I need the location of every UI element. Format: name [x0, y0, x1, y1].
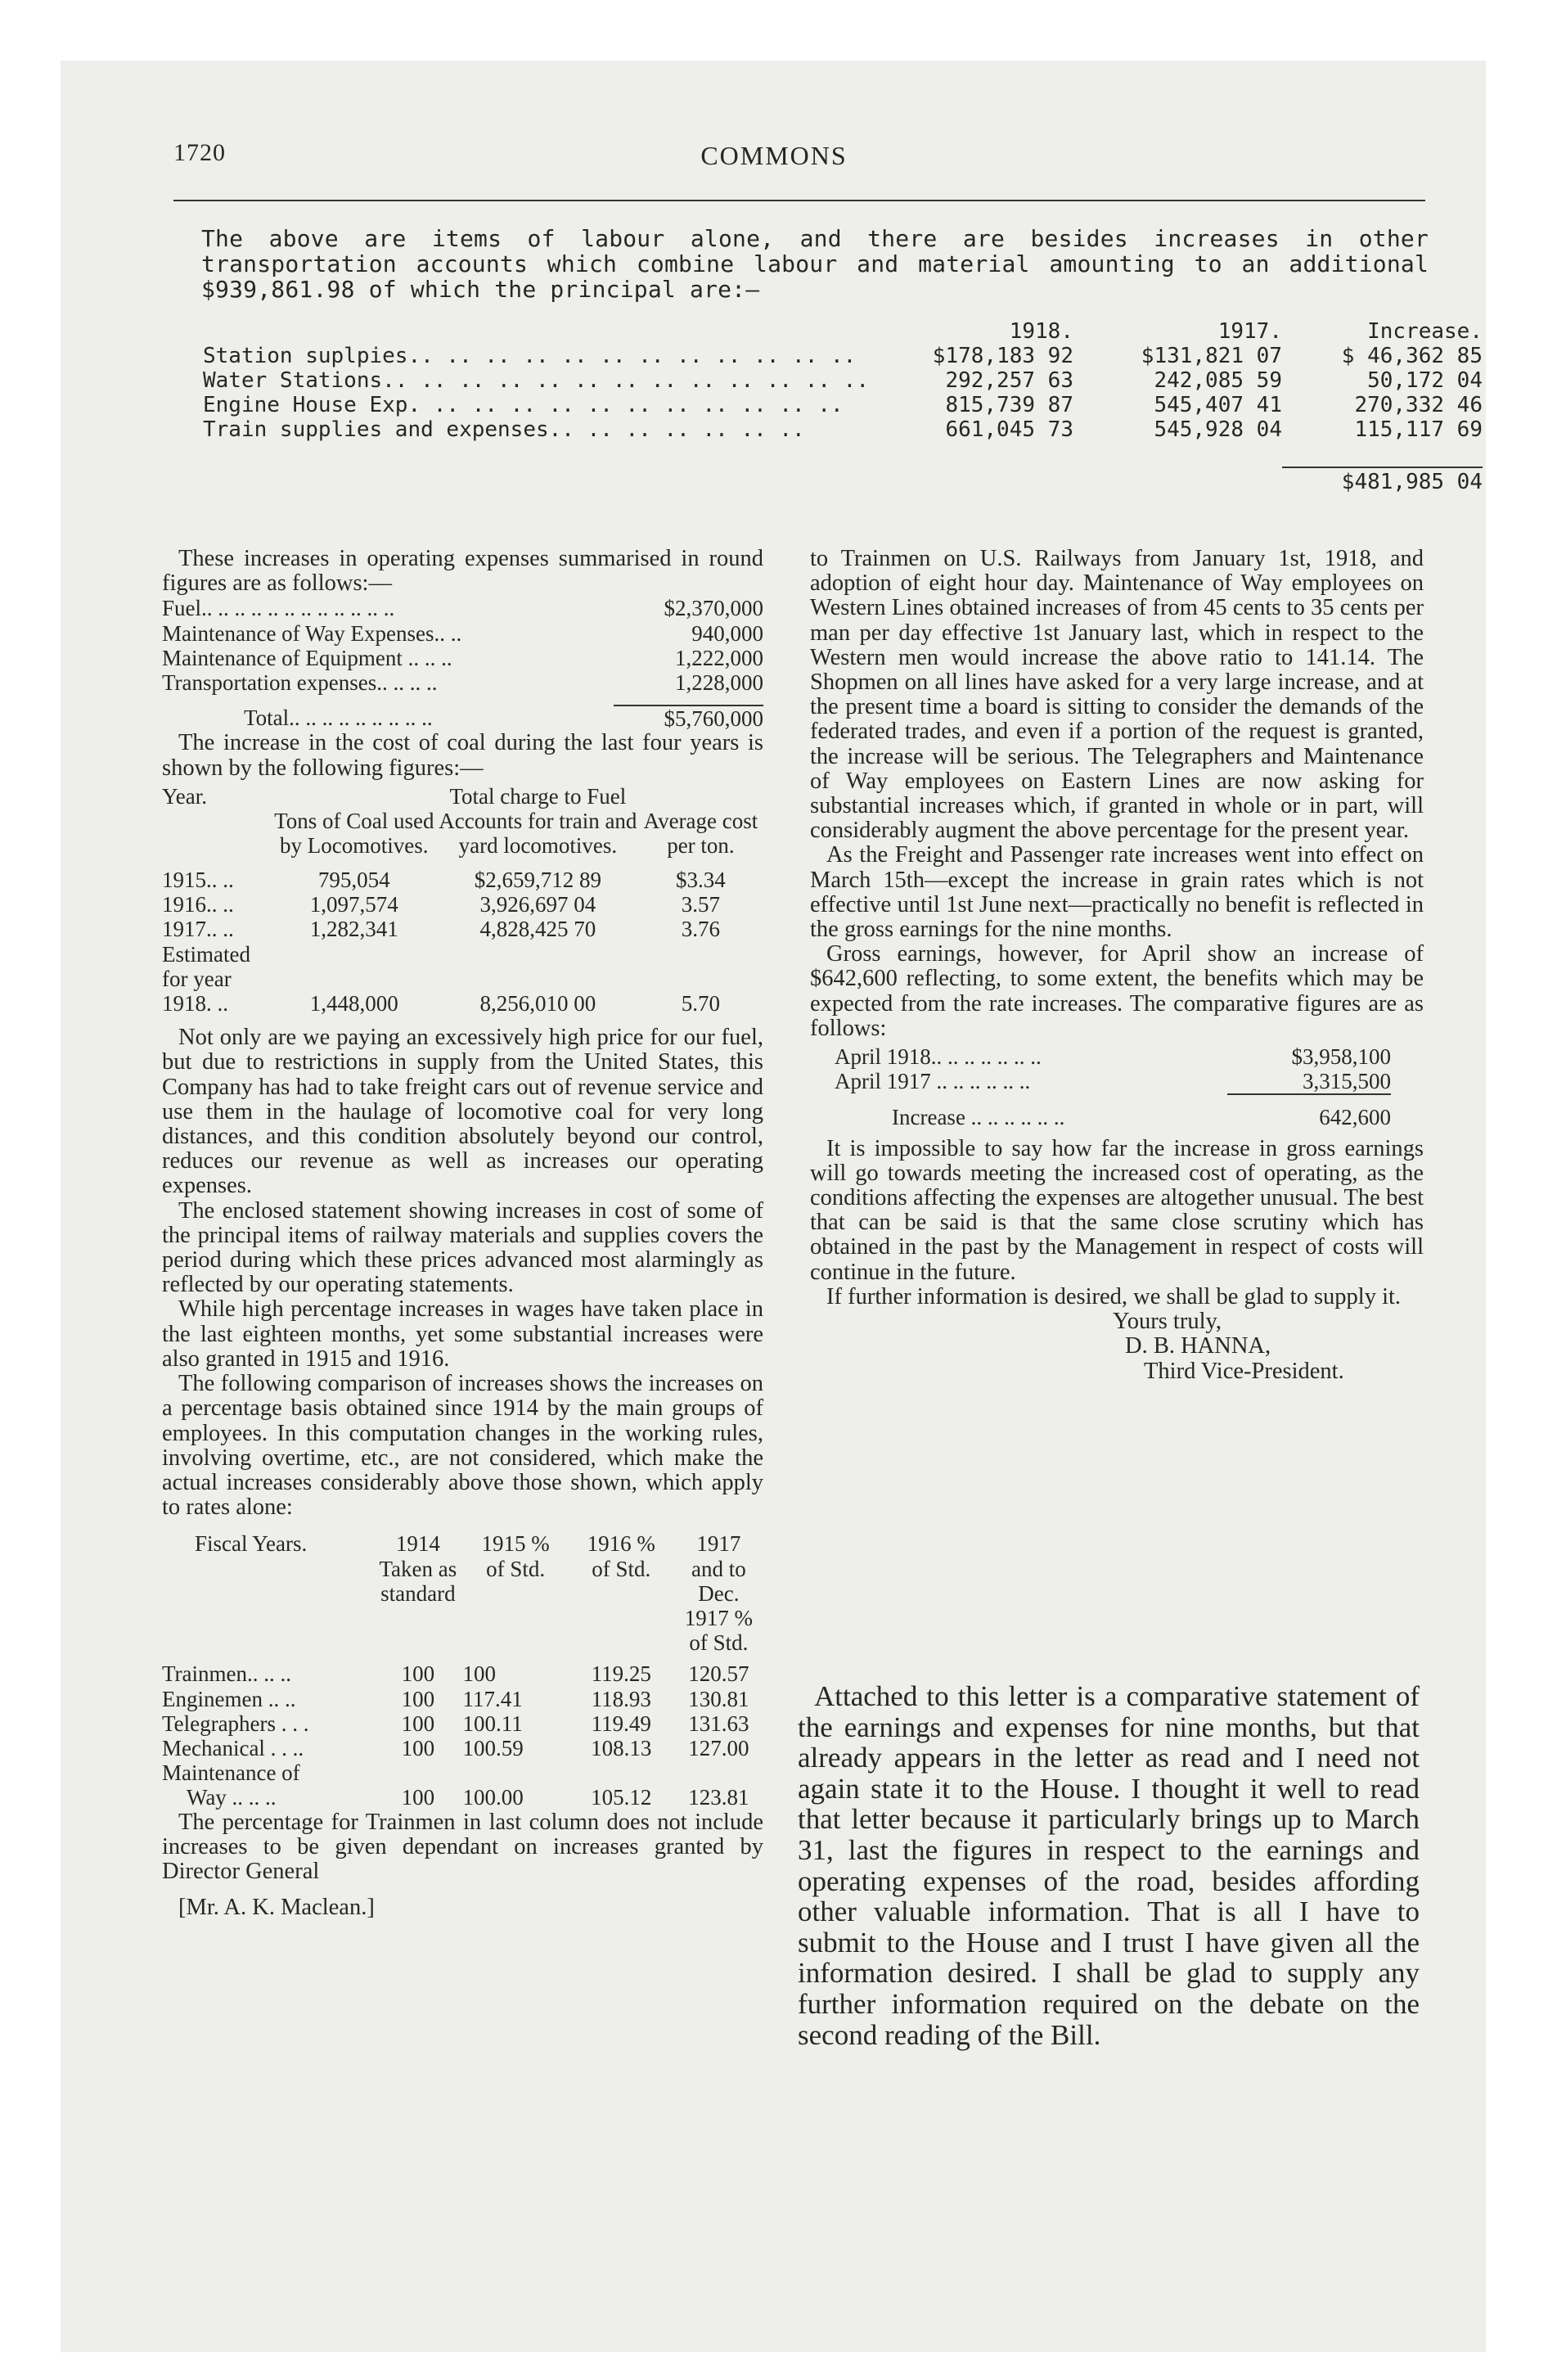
- table-row: Telegraphers . . . 100 100.11 119.49 131.63: [162, 1711, 749, 1736]
- estimated-label: Estimated for year: [162, 941, 250, 991]
- table-total-row: Increase .. .. .. .. .. .. 642,600: [810, 1105, 1424, 1129]
- table-row: 1916.. .. 1,097,574 3,926,697 04 3.57: [162, 892, 721, 917]
- table-row: April 1917 .. .. .. .. .. .. 3,315,500: [835, 1069, 1391, 1094]
- left-column: [162, 547, 763, 1920]
- table-row: 1915.. .. 795,054 $2,659,712 89 $3.34: [162, 868, 726, 893]
- paragraph: Gross earnings, however, for April show an increase of $642,600 reflecting, to some extent, the benefits which may be expected from the rate increases. The comparative figures are as follows:: [810, 941, 1424, 1041]
- paragraph: While high percentage increases in wages have taken place in the last eighteen months, yet some substantial increases were also granted in 1915 and 1916.: [162, 1296, 763, 1372]
- increase-value: 642,600: [1319, 1105, 1391, 1130]
- paragraph: If further information is desired, we shall be glad to supply it.: [826, 1283, 1402, 1309]
- page-title: COMMONS: [700, 141, 848, 170]
- signer-name: D. B. HANNA,: [1125, 1333, 1271, 1359]
- paragraph: These increases in operating expenses summarised in round figures are as follows:—: [162, 546, 763, 597]
- coal-table: [162, 784, 763, 1016]
- table-row: 1918. .. 1,448,000 8,256,010 00 5.70: [162, 991, 721, 1016]
- paragraph: Not only are we paying an excessively high price for our fuel, but due to restrictions in supply from the United States, this Company has had to take freight cars out of revenue service and use them in the haulage of locomotive coal for very long distances, and this condition absolutely beyond our control, reduces our revenue as well as increases our operating expenses.: [162, 1025, 763, 1199]
- table-row: Water Stations.. .. .. .. .. .. .. .. .. .. .. .. .. 292,257 63 242,085 59 50,172 04: [203, 368, 1483, 393]
- table-row: Station suplpies.. .. .. .. .. .. .. .. .. .. .. .. $178,183 92 $131,821 07 $ 46,362 85: [203, 344, 1483, 368]
- table-row: Enginemen .. .. 100 117.41 118.93 130.81: [162, 1686, 749, 1711]
- closing: Yours truly,: [1113, 1309, 1222, 1335]
- col-1918: 1918.: [1009, 319, 1073, 344]
- table-row: Fuel.. .. .. .. .. .. .. .. .. .. .. .. $2,370,000: [162, 596, 763, 621]
- col-1917: 1917.: [1217, 319, 1282, 344]
- paragraph: to Trainmen on U.S. Railways from January 1st, 1918, and adoption of eight hour day. Maintenance of Way employees on Western Lines obtained increases of from 45 cents to 35 cents per man per day effective 1st January last, which in respect to the Western men would increase the above ratio to 141.14. The Shopmen on all lines have asked for a very large increase, and at the present time a board is sitting to consider the demands of the federated trades, and even if a portion of the request is granted, the increase will be serious. The Telegraphers and Maintenance of Way employees on Eastern Lines are now asking for substantial increases which, if granted in whole or in part, will considerably augment the above percentage for the present year.: [810, 546, 1424, 844]
- table-row: Train supplies and expenses.. .. .. .. .. .. .. 661,045 73 545,928 04 115,117 69: [203, 417, 1483, 442]
- paragraph: The enclosed statement showing increases in cost of some of the principal items of railway materials and supplies covers the period during which these prices advanced most alarmingly as reflected by our operating statements.: [162, 1197, 763, 1298]
- col-increase: Increase.: [1367, 319, 1483, 344]
- intro-paragraph: The above are items of labour alone, and there are besides increases in other transportation accounts which combine labour and material amounting to an additional $939,861.98 of which the principal are:—: [201, 225, 1429, 303]
- table-row: Engine House Exp. .. .. .. .. .. .. .. .. .. .. .. 815,739 87 545,407 41 270,332 46: [203, 393, 1483, 417]
- paragraph: Attached to this letter is a comparative statement of the earnings and expenses for nine months, but that already appears in the letter as read and I need not again state it to the House. I thought it well to read that letter because it particularly brings up to March 31, last the figures in respect to the earnings and operating expenses of the road, besides affording other valuable information. That is all I have to submit to the House and I trust I have given all the information desired. I shall be glad to supply any further information required on the debate on the second reading of the Bill.: [798, 1680, 1420, 2051]
- table-header-row: [203, 319, 1483, 344]
- april-table: [810, 1044, 1424, 1130]
- table-row: Transportation expenses.. .. .. .. 1,228,000: [162, 670, 763, 696]
- table-row: Trainmen.. .. .. 100 100 119.25 120.57: [162, 1661, 749, 1687]
- paragraph: The following comparison of increases shows the increases on a percentage basis obtained since 1914 by the main groups of employees. In this computation changes in the working rules, involving overtime, etc., are not considered, which make the actual increases considerably above those shown, which apply to rates alone:: [162, 1371, 763, 1521]
- table-row: 1917.. .. 1,282,341 4,828,425 70 3.76: [162, 917, 721, 942]
- supplies-total: $481,985 04: [1282, 467, 1483, 494]
- table-row: Maintenance of Way Expenses.. .. 940,000: [162, 620, 763, 646]
- signer-title: Third Vice-President.: [1144, 1358, 1344, 1384]
- maintenance-label: Maintenance of: [162, 1760, 300, 1786]
- table-row: Way .. .. .. 100 100.00 105.12 123.81: [187, 1785, 749, 1810]
- table-total-row: [203, 467, 1483, 494]
- paragraph: As the Freight and Passenger rate increases went into effect on March 15th—except the increase in grain rates which is not effective until 1st June next—practically no benefit is reflected in the gross earnings for the nine months.: [810, 842, 1424, 943]
- expenses-total: $5,760,000: [664, 706, 763, 732]
- paragraph: It is impossible to say how far the increase in gross earnings will go towards meeting the increased cost of operating, as the conditions affecting the expenses are altogether unusual. The best that can be said is that the same close scrutiny which has obtained in the past by the Management in respect of costs will continue in the future.: [810, 1135, 1424, 1285]
- expenses-table: [162, 596, 763, 731]
- page-number: 1720: [173, 139, 226, 166]
- header-rule: [173, 200, 1425, 201]
- paragraph: The increase in the cost of coal during the last four years is shown by the following figures:—: [162, 730, 763, 781]
- table-total-row: Total.. .. .. .. .. .. .. .. .. $5,760,000: [244, 705, 763, 732]
- speaker-note: [Mr. A. K. Maclean.]: [178, 1895, 375, 1921]
- closing-remarks: [798, 1681, 1420, 2050]
- fiscal-years-table: [162, 1531, 763, 1810]
- table-row: Mechanical . . .. 100 100.59 108.13 127.00: [162, 1735, 749, 1760]
- paragraph: The percentage for Trainmen in last column does not include increases to be given dependant on increases granted by Director General: [162, 1809, 763, 1884]
- table-header-row: Year. Tons of Coal used by Locomotives. Total charge to Fuel Accounts for train and yard locomotives. Average cost per ton.: [162, 783, 758, 859]
- table-row: Maintenance of Equipment .. .. .. 1,222,000: [162, 645, 763, 670]
- table-header-row: Fiscal Years. 1914 Taken as standard 1915 % of Std. 1916 % of Std. 1917 and to Dec. 1917 % of Std.: [195, 1531, 753, 1656]
- right-column: [810, 547, 1424, 1384]
- supplies-table: [203, 319, 1483, 494]
- table-row: April 1918.. .. .. .. .. .. .. $3,958,100: [835, 1044, 1391, 1070]
